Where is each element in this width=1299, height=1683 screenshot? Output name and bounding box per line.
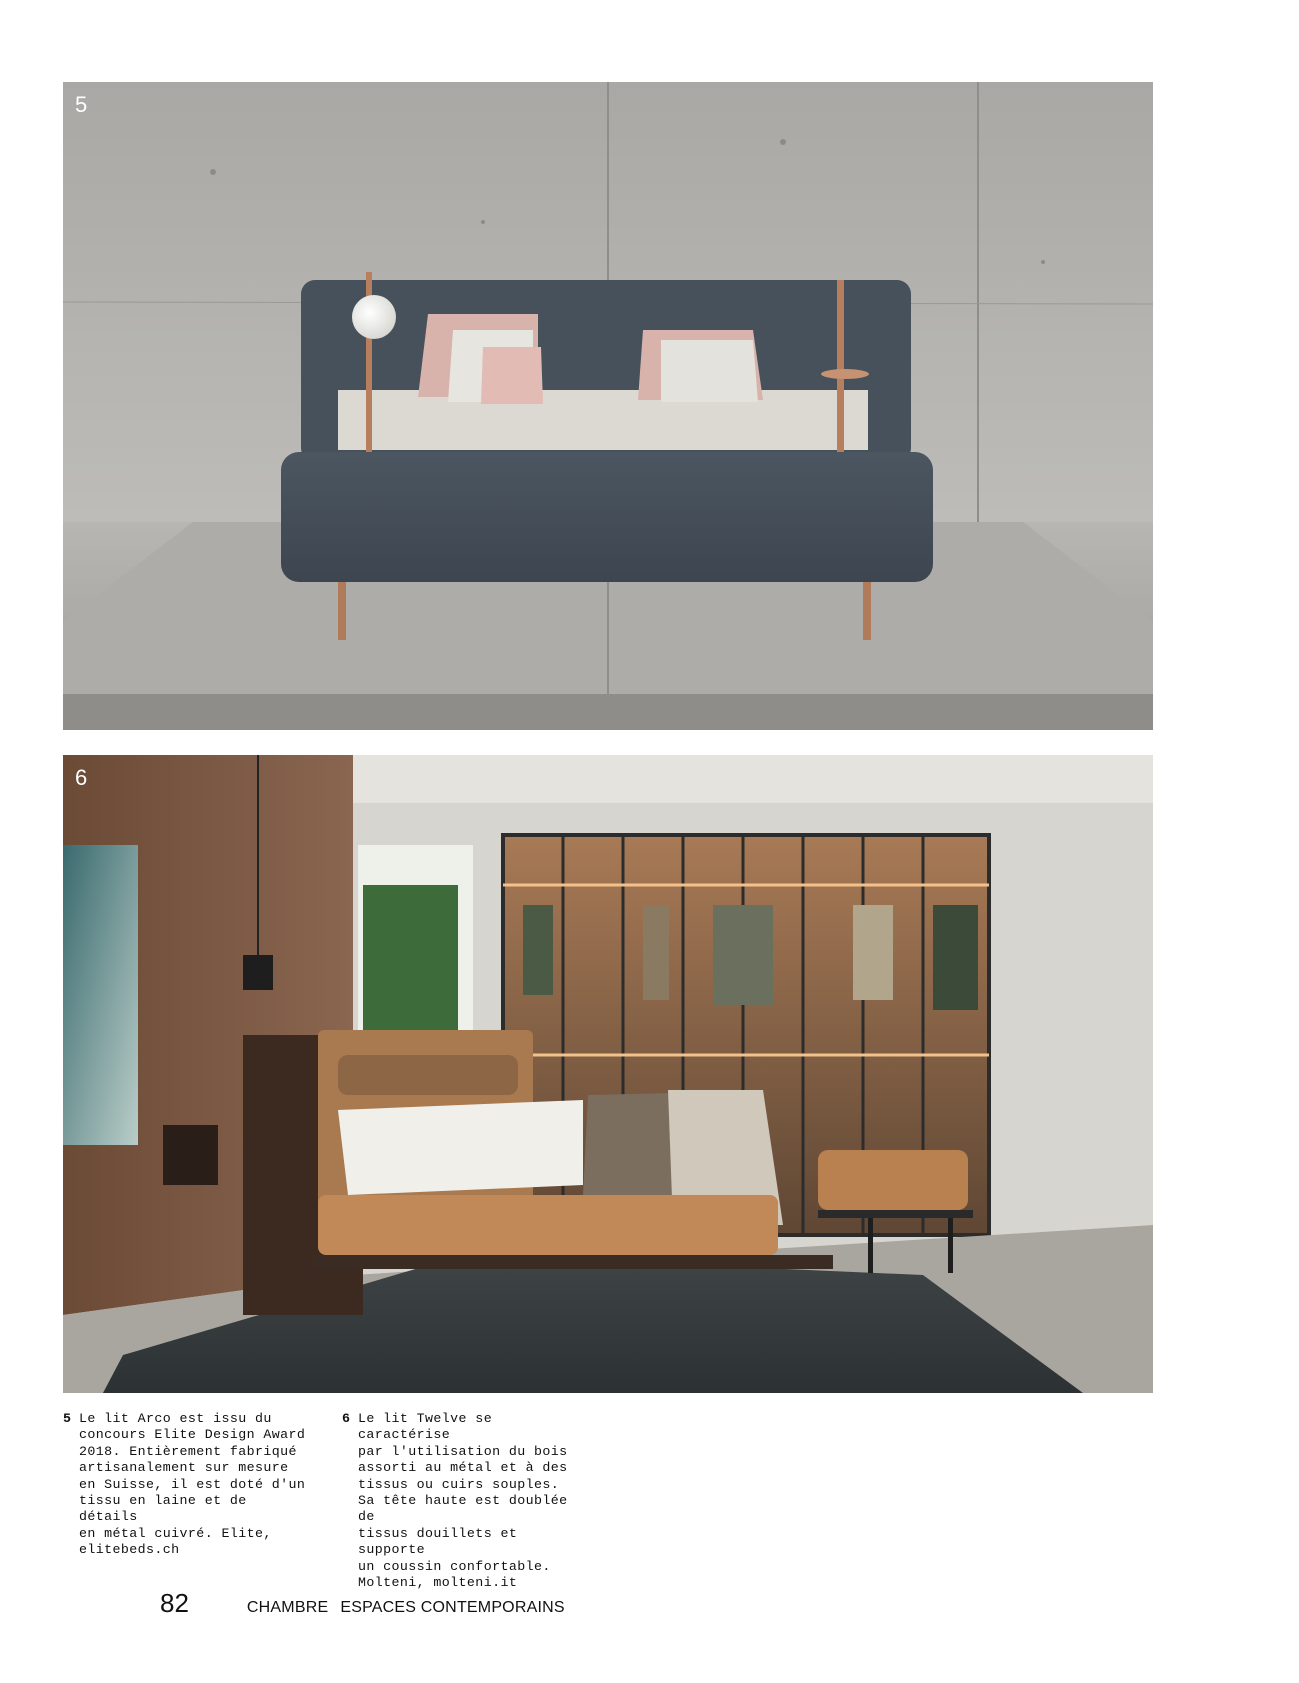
subsection-name: ESPACES CONTEMPORAINS <box>340 1599 565 1616</box>
caption-text: Le lit Arco est issu du concours Elite Design Award 2018. Entièrement fabriqué artisanalement sur mesure en Suisse, il est doté d'un tissu en laine et de détails en métal cuivré. Elite, elitebeds.ch <box>79 1411 306 1558</box>
photo-number: 5 <box>75 92 88 117</box>
caption-number: 5 <box>63 1411 72 1426</box>
page-footer <box>160 1588 565 1618</box>
page-number: 82 <box>160 1588 189 1618</box>
section-name: CHAMBRE <box>246 1599 329 1616</box>
twelve-bed-illustration <box>63 755 1153 1393</box>
arco-bed-illustration <box>63 82 1153 730</box>
caption-twelve <box>342 1411 592 1591</box>
caption-arco <box>63 1411 313 1559</box>
photo-twelve-bed <box>63 755 1153 1393</box>
caption-text: Le lit Twelve se caractérise par l'utilisation du bois assorti au métal et à des tissus ou cuirs souples. Sa tête haute est doublée de tissus douillets et supporte un coussin confortable. Molteni, molteni.it <box>358 1411 568 1591</box>
caption-number: 6 <box>342 1411 351 1426</box>
photo-number: 6 <box>75 765 88 790</box>
photo-arco-bed <box>63 82 1153 730</box>
